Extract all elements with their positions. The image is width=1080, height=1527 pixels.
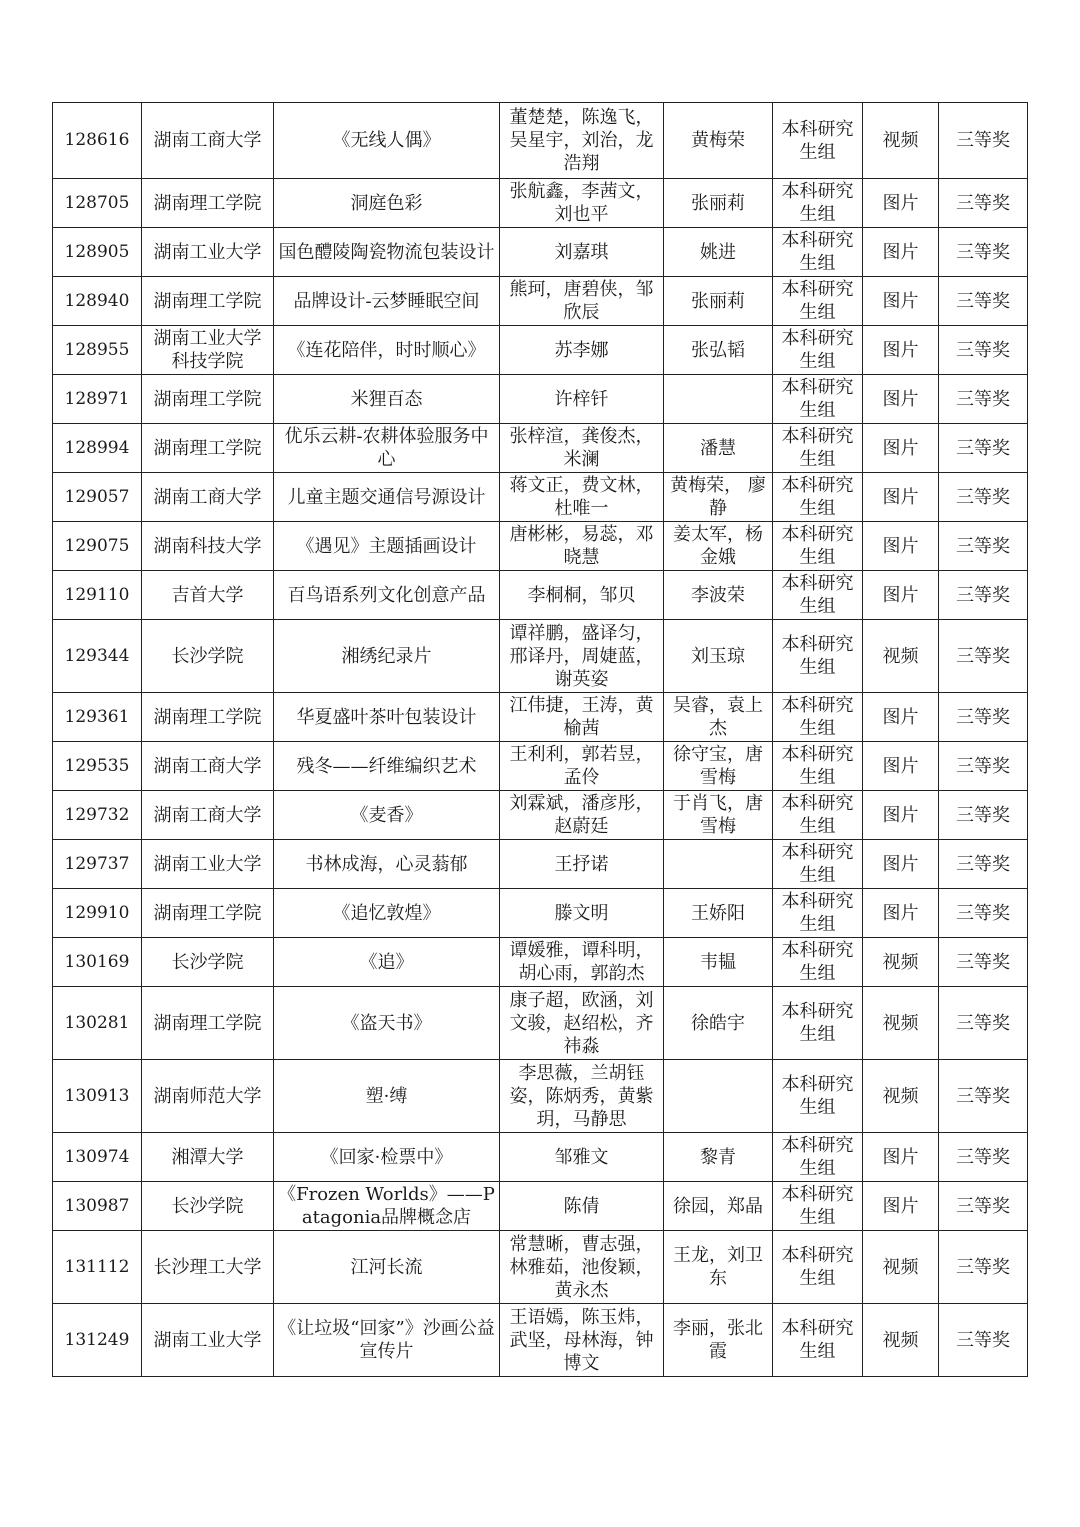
cell-authors: 张航鑫，李茜文，刘也平	[500, 179, 664, 228]
cell-id: 130974	[53, 1133, 142, 1182]
cell-id: 129361	[53, 693, 142, 742]
cell-category: 图片	[863, 473, 939, 522]
cell-authors: 滕文明	[500, 889, 664, 938]
cell-category: 图片	[863, 277, 939, 326]
cell-title: 品牌设计-云梦睡眠空间	[274, 277, 500, 326]
cell-category: 图片	[863, 742, 939, 791]
cell-award: 三等奖	[939, 889, 1028, 938]
cell-id: 128616	[53, 103, 142, 179]
cell-title: 《回家·检票中》	[274, 1133, 500, 1182]
cell-advisor: 徐皓宇	[664, 987, 773, 1060]
cell-title: 百鸟语系列文化创意产品	[274, 571, 500, 620]
cell-award: 三等奖	[939, 424, 1028, 473]
cell-award: 三等奖	[939, 620, 1028, 693]
cell-group: 本科研究生组	[773, 326, 863, 375]
cell-award: 三等奖	[939, 1133, 1028, 1182]
cell-group: 本科研究生组	[773, 179, 863, 228]
cell-authors: 张梓渲，龚俊杰，米澜	[500, 424, 664, 473]
cell-award: 三等奖	[939, 840, 1028, 889]
cell-authors: 蒋文正，费文林，杜唯一	[500, 473, 664, 522]
cell-school: 湖南工商大学	[142, 742, 274, 791]
cell-id: 130169	[53, 938, 142, 987]
cell-category: 图片	[863, 522, 939, 571]
cell-authors: 康子超，欧涵，刘文骏，赵绍松，齐祎淼	[500, 987, 664, 1060]
cell-title: 书林成海，心灵蓊郁	[274, 840, 500, 889]
cell-school: 湖南师范大学	[142, 1060, 274, 1133]
cell-advisor: 姚进	[664, 228, 773, 277]
cell-award: 三等奖	[939, 987, 1028, 1060]
cell-group: 本科研究生组	[773, 742, 863, 791]
cell-id: 129057	[53, 473, 142, 522]
cell-category: 图片	[863, 1182, 939, 1231]
cell-id: 128971	[53, 375, 142, 424]
cell-title: 《无线人偶》	[274, 103, 500, 179]
cell-authors: 谭媛雅，谭科明，胡心雨，郭韵杰	[500, 938, 664, 987]
cell-school: 湖南理工学院	[142, 424, 274, 473]
cell-school: 长沙学院	[142, 620, 274, 693]
cell-group: 本科研究生组	[773, 228, 863, 277]
cell-title: 《遇见》主题插画设计	[274, 522, 500, 571]
cell-advisor: 吴睿，袁上杰	[664, 693, 773, 742]
cell-id: 131112	[53, 1231, 142, 1304]
table-row	[53, 1182, 1028, 1231]
cell-authors: 王语嫣，陈玉炜，武坚，母林海，钟博文	[500, 1304, 664, 1377]
cell-title: 《麦香》	[274, 791, 500, 840]
table-row	[53, 840, 1028, 889]
cell-title: 儿童主题交通信号源设计	[274, 473, 500, 522]
cell-authors: 刘霖斌，潘彦彤，赵蔚廷	[500, 791, 664, 840]
cell-group: 本科研究生组	[773, 103, 863, 179]
cell-award: 三等奖	[939, 103, 1028, 179]
cell-award: 三等奖	[939, 693, 1028, 742]
cell-school: 湖南工商大学	[142, 103, 274, 179]
cell-category: 图片	[863, 375, 939, 424]
cell-id: 128994	[53, 424, 142, 473]
cell-school: 湖南工业大学	[142, 228, 274, 277]
table-row	[53, 1133, 1028, 1182]
table-row	[53, 326, 1028, 375]
cell-advisor: 王娇阳	[664, 889, 773, 938]
cell-group: 本科研究生组	[773, 938, 863, 987]
cell-group: 本科研究生组	[773, 1133, 863, 1182]
cell-award: 三等奖	[939, 326, 1028, 375]
cell-advisor: 潘慧	[664, 424, 773, 473]
cell-title: 《连花陪伴，时时顺心》	[274, 326, 500, 375]
cell-group: 本科研究生组	[773, 375, 863, 424]
table-row	[53, 742, 1028, 791]
cell-authors: 王利利，郭若昱，孟伶	[500, 742, 664, 791]
cell-school: 湖南工业大学	[142, 1304, 274, 1377]
cell-group: 本科研究生组	[773, 571, 863, 620]
cell-id: 128705	[53, 179, 142, 228]
cell-group: 本科研究生组	[773, 620, 863, 693]
cell-school: 长沙理工大学	[142, 1231, 274, 1304]
cell-award: 三等奖	[939, 938, 1028, 987]
cell-id: 129737	[53, 840, 142, 889]
cell-authors: 熊珂，唐碧侠，邹欣辰	[500, 277, 664, 326]
cell-school: 湖南理工学院	[142, 693, 274, 742]
cell-award: 三等奖	[939, 791, 1028, 840]
cell-advisor: 姜太军，杨金娥	[664, 522, 773, 571]
table-body	[53, 103, 1028, 1377]
cell-advisor: 黄梅荣	[664, 103, 773, 179]
table-row	[53, 424, 1028, 473]
table-row	[53, 179, 1028, 228]
table-row	[53, 1231, 1028, 1304]
cell-advisor	[664, 1060, 773, 1133]
cell-id: 129910	[53, 889, 142, 938]
cell-id: 128940	[53, 277, 142, 326]
cell-title: 优乐云耕-农耕体验服务中心	[274, 424, 500, 473]
cell-title: 《追》	[274, 938, 500, 987]
table-row	[53, 938, 1028, 987]
cell-id: 129110	[53, 571, 142, 620]
cell-school: 湖南理工学院	[142, 987, 274, 1060]
cell-award: 三等奖	[939, 522, 1028, 571]
cell-title: 国色醴陵陶瓷物流包装设计	[274, 228, 500, 277]
cell-award: 三等奖	[939, 375, 1028, 424]
cell-group: 本科研究生组	[773, 1231, 863, 1304]
cell-title: 米狸百态	[274, 375, 500, 424]
cell-category: 视频	[863, 1304, 939, 1377]
cell-award: 三等奖	[939, 1060, 1028, 1133]
table-row	[53, 228, 1028, 277]
cell-group: 本科研究生组	[773, 277, 863, 326]
cell-advisor: 徐园，郑晶	[664, 1182, 773, 1231]
table-row	[53, 103, 1028, 179]
cell-category: 图片	[863, 571, 939, 620]
cell-id: 130913	[53, 1060, 142, 1133]
table-row	[53, 522, 1028, 571]
cell-school: 长沙学院	[142, 1182, 274, 1231]
cell-school: 湖南理工学院	[142, 277, 274, 326]
cell-id: 128905	[53, 228, 142, 277]
cell-advisor: 徐守宝，唐雪梅	[664, 742, 773, 791]
cell-authors: 苏李娜	[500, 326, 664, 375]
cell-group: 本科研究生组	[773, 889, 863, 938]
cell-authors: 谭祥鹏，盛译匀，邢译丹，周婕蓝，谢英姿	[500, 620, 664, 693]
cell-award: 三等奖	[939, 1231, 1028, 1304]
cell-title: 洞庭色彩	[274, 179, 500, 228]
cell-title: 《追忆敦煌》	[274, 889, 500, 938]
cell-school: 湖南工商大学	[142, 473, 274, 522]
cell-advisor: 张丽莉	[664, 277, 773, 326]
cell-id: 130281	[53, 987, 142, 1060]
cell-category: 图片	[863, 693, 939, 742]
cell-advisor: 张弘韬	[664, 326, 773, 375]
cell-advisor: 张丽莉	[664, 179, 773, 228]
table-row	[53, 693, 1028, 742]
cell-category: 图片	[863, 840, 939, 889]
cell-id: 129344	[53, 620, 142, 693]
cell-advisor: 韦韫	[664, 938, 773, 987]
cell-category: 图片	[863, 1133, 939, 1182]
cell-advisor: 刘玉琼	[664, 620, 773, 693]
cell-title: 《让垃圾“回家”》沙画公益宣传片	[274, 1304, 500, 1377]
cell-category: 视频	[863, 620, 939, 693]
cell-school: 湖南理工学院	[142, 375, 274, 424]
cell-group: 本科研究生组	[773, 1060, 863, 1133]
cell-school: 吉首大学	[142, 571, 274, 620]
cell-group: 本科研究生组	[773, 473, 863, 522]
table-row	[53, 375, 1028, 424]
cell-award: 三等奖	[939, 179, 1028, 228]
cell-school: 湖南工业大学科技学院	[142, 326, 274, 375]
cell-advisor	[664, 840, 773, 889]
cell-title: 江河长流	[274, 1231, 500, 1304]
cell-group: 本科研究生组	[773, 1304, 863, 1377]
cell-id: 130987	[53, 1182, 142, 1231]
table-row	[53, 987, 1028, 1060]
table-row	[53, 620, 1028, 693]
cell-category: 视频	[863, 103, 939, 179]
cell-school: 长沙学院	[142, 938, 274, 987]
cell-authors: 董楚楚，陈逸飞，吴星宇，刘治，龙浩翔	[500, 103, 664, 179]
cell-authors: 李思薇，兰胡钰姿，陈炳秀，黄紫玥，马静思	[500, 1060, 664, 1133]
table-row	[53, 1060, 1028, 1133]
cell-authors: 江伟捷，王涛，黄榆茜	[500, 693, 664, 742]
cell-authors: 邹雅文	[500, 1133, 664, 1182]
table-row	[53, 277, 1028, 326]
cell-category: 图片	[863, 424, 939, 473]
cell-advisor: 黄梅荣， 廖静	[664, 473, 773, 522]
cell-school: 湖南理工学院	[142, 179, 274, 228]
cell-advisor: 王龙，刘卫东	[664, 1231, 773, 1304]
cell-authors: 王抒诺	[500, 840, 664, 889]
cell-school: 湖南理工学院	[142, 889, 274, 938]
cell-category: 视频	[863, 1060, 939, 1133]
cell-category: 视频	[863, 987, 939, 1060]
cell-advisor: 李丽，张北霞	[664, 1304, 773, 1377]
cell-authors: 许梓钎	[500, 375, 664, 424]
table-row	[53, 791, 1028, 840]
table-row	[53, 571, 1028, 620]
cell-advisor: 黎青	[664, 1133, 773, 1182]
cell-title: 《盗天书》	[274, 987, 500, 1060]
cell-category: 图片	[863, 791, 939, 840]
cell-advisor: 李波荣	[664, 571, 773, 620]
cell-title: 塑·缚	[274, 1060, 500, 1133]
table-row	[53, 1304, 1028, 1377]
cell-award: 三等奖	[939, 742, 1028, 791]
cell-school: 湖南工商大学	[142, 791, 274, 840]
cell-authors: 刘嘉琪	[500, 228, 664, 277]
cell-id: 129732	[53, 791, 142, 840]
cell-id: 131249	[53, 1304, 142, 1377]
cell-title: 残冬——纤维编织艺术	[274, 742, 500, 791]
cell-group: 本科研究生组	[773, 1182, 863, 1231]
cell-group: 本科研究生组	[773, 791, 863, 840]
table-row	[53, 889, 1028, 938]
cell-authors: 常慧晰，曹志强，林雅茹，池俊颖，黄永杰	[500, 1231, 664, 1304]
cell-award: 三等奖	[939, 473, 1028, 522]
cell-school: 湖南工业大学	[142, 840, 274, 889]
cell-id: 128955	[53, 326, 142, 375]
cell-category: 图片	[863, 228, 939, 277]
cell-advisor	[664, 375, 773, 424]
cell-award: 三等奖	[939, 571, 1028, 620]
cell-group: 本科研究生组	[773, 424, 863, 473]
cell-category: 视频	[863, 1231, 939, 1304]
cell-authors: 唐彬彬，易蕊，邓晓慧	[500, 522, 664, 571]
cell-group: 本科研究生组	[773, 840, 863, 889]
cell-award: 三等奖	[939, 277, 1028, 326]
cell-category: 图片	[863, 179, 939, 228]
cell-school: 湖南科技大学	[142, 522, 274, 571]
awards-table	[52, 102, 1028, 1377]
cell-id: 129075	[53, 522, 142, 571]
cell-id: 129535	[53, 742, 142, 791]
cell-title: 《Frozen Worlds》——Patagonia品牌概念店	[274, 1182, 500, 1231]
cell-category: 图片	[863, 889, 939, 938]
cell-award: 三等奖	[939, 1182, 1028, 1231]
cell-authors: 李桐桐，邹贝	[500, 571, 664, 620]
cell-authors: 陈倩	[500, 1182, 664, 1231]
cell-category: 图片	[863, 326, 939, 375]
cell-group: 本科研究生组	[773, 987, 863, 1060]
cell-group: 本科研究生组	[773, 522, 863, 571]
cell-title: 湘绣纪录片	[274, 620, 500, 693]
cell-school: 湘潭大学	[142, 1133, 274, 1182]
cell-advisor: 于肖飞，唐雪梅	[664, 791, 773, 840]
cell-award: 三等奖	[939, 1304, 1028, 1377]
cell-title: 华夏盛叶茶叶包装设计	[274, 693, 500, 742]
cell-group: 本科研究生组	[773, 693, 863, 742]
cell-award: 三等奖	[939, 228, 1028, 277]
table-row	[53, 473, 1028, 522]
cell-category: 视频	[863, 938, 939, 987]
